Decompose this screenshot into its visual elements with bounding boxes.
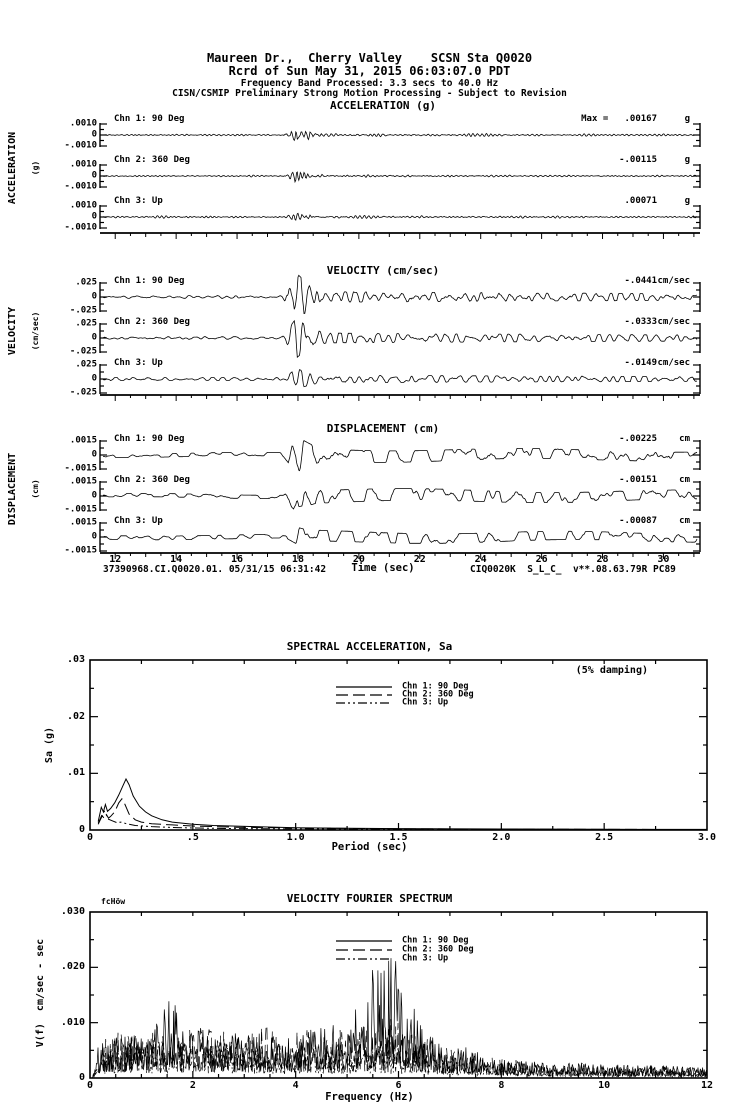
x-tick-label: 2.5 [595, 832, 614, 843]
max-unit-label: g [684, 196, 690, 206]
footer-process-tag: CIQ0020K S_L_C_ v**.08.63.79R PC89 [470, 564, 676, 575]
y-scale-label: 0 [91, 449, 97, 460]
waveform-path [103, 370, 697, 387]
x-tick-label: 30 [657, 554, 670, 565]
x-tick-label: 4 [292, 1080, 299, 1091]
x-tick-label: 10 [598, 1080, 611, 1091]
y-scale-label: -.0015 [64, 463, 97, 474]
waveform-path [103, 172, 697, 182]
waveform-path [103, 528, 697, 544]
max-value-label: -.0441 [624, 276, 657, 286]
legend-label: Chn 1: 90 Deg [402, 681, 469, 692]
y-tick-label: .02 [66, 710, 85, 722]
y-scale-label: .0010 [69, 200, 97, 211]
x-tick-label: 16 [231, 554, 244, 565]
max-unit-label: cm [679, 434, 690, 444]
waveform-path [103, 275, 697, 313]
legend-label: Chn 2: 360 Deg [402, 944, 474, 955]
sa-series-path [98, 779, 707, 829]
channel-label: Chn 3: Up [114, 516, 163, 526]
x-tick-label: 3.0 [697, 832, 717, 843]
y-scale-label: -.025 [69, 305, 97, 316]
y-scale-label: .025 [75, 277, 97, 288]
x-tick-label: 2 [189, 1080, 196, 1091]
x-tick-label: 1.5 [389, 832, 408, 843]
waveform-path [103, 132, 697, 141]
sa-chart-title: SPECTRAL ACCELERATION, Sa [286, 640, 453, 653]
sa-series-path [98, 799, 707, 830]
y-scale-label: -.025 [69, 387, 97, 398]
x-tick-label: 12 [700, 1080, 714, 1091]
channel-label: Chn 1: 90 Deg [114, 276, 185, 286]
max-value-label: Max = .00167 [581, 114, 657, 124]
y-tick-label: 0 [78, 1071, 85, 1083]
yaxis-label-velocity: VELOCITY [6, 306, 18, 356]
max-unit-label: cm [679, 475, 690, 485]
x-tick-label: 24 [474, 554, 487, 565]
sa-damping-note: (5% damping) [575, 665, 648, 676]
y-scale-label: .0015 [69, 476, 97, 487]
x-tick-label: 26 [535, 554, 548, 565]
footer-record-id: 37390968.CI.Q0020.01. 05/31/15 06:31:42 [103, 564, 327, 575]
x-tick-label: 14 [170, 554, 183, 565]
header-band-line: Frequency Band Processed: 3.3 secs to 40.0 Hz [240, 78, 499, 89]
max-unit-label: cm/sec [657, 276, 690, 286]
y-tick-label: .03 [66, 653, 85, 665]
header-station-line: Maureen Dr., Cherry Valley SCSN Sta Q0020 [206, 51, 533, 65]
x-tick-label: 12 [109, 554, 122, 565]
y-tick-label: 0 [78, 823, 85, 835]
yaxis-unit-displacement: (cm) [30, 479, 40, 499]
y-scale-label: 0 [91, 291, 97, 302]
fourier-chart-title: VELOCITY FOURIER SPECTRUM [286, 892, 453, 905]
y-scale-label: -.0015 [64, 545, 97, 556]
waveform-path [103, 489, 697, 509]
section-title-velocity: VELOCITY (cm/sec) [326, 264, 440, 277]
y-scale-label: .025 [75, 359, 97, 370]
max-value-label: .00071 [624, 196, 657, 206]
x-tick-label: 22 [413, 554, 426, 565]
channel-label: Chn 3: Up [114, 358, 163, 368]
y-scale-label: 0 [91, 129, 97, 140]
header-record-line: Rcrd of Sun May 31, 2015 06:03:07.0 PDT [228, 64, 511, 78]
max-unit-label: g [684, 114, 690, 124]
max-unit-label: cm [679, 516, 690, 526]
max-value-label: -.0333 [624, 317, 657, 327]
max-value-label: -.00087 [619, 516, 657, 526]
y-scale-label: -.025 [69, 346, 97, 357]
legend-label: Chn 1: 90 Deg [402, 935, 469, 946]
y-scale-label: -.0010 [64, 181, 97, 192]
y-scale-label: .0010 [69, 118, 97, 129]
y-scale-label: 0 [91, 170, 97, 181]
x-tick-label: 8 [498, 1080, 505, 1091]
legend-label: Chn 3: Up [402, 697, 449, 708]
fourier-corner-label: fcHöw [101, 897, 126, 906]
max-unit-label: g [684, 155, 690, 165]
y-scale-label: .0010 [69, 159, 97, 170]
yaxis-label-displacement: DISPLACEMENT [6, 452, 18, 526]
channel-label: Chn 1: 90 Deg [114, 114, 185, 124]
channel-label: Chn 2: 360 Deg [114, 317, 190, 327]
y-scale-label: 0 [91, 332, 97, 343]
x-tick-label: 28 [596, 554, 609, 565]
x-tick-label: 2.0 [492, 832, 511, 843]
max-unit-label: cm/sec [657, 358, 690, 368]
y-scale-label: 0 [91, 531, 97, 542]
sa-series-path [98, 811, 707, 829]
sa-yaxis-label: Sa (g) [43, 726, 55, 764]
time-axis-label: Time (sec) [351, 562, 415, 574]
section-title-acceleration: ACCELERATION (g) [330, 99, 436, 112]
y-scale-label: -.0015 [64, 504, 97, 515]
max-value-label: -.00115 [619, 155, 657, 165]
legend-label: Chn 2: 360 Deg [402, 689, 474, 700]
fourier-xaxis-label: Frequency (Hz) [325, 1091, 414, 1103]
y-scale-label: 0 [91, 373, 97, 384]
y-scale-label: .0015 [69, 435, 97, 446]
waveform-path [103, 441, 697, 471]
sa-xaxis-label: Period (sec) [331, 841, 408, 853]
y-tick-label: .01 [66, 767, 85, 779]
x-tick-label: 0 [86, 832, 94, 843]
y-tick-label: .010 [60, 1016, 85, 1028]
max-value-label: -.00225 [619, 434, 657, 444]
x-tick-label: 1.0 [286, 832, 305, 843]
max-value-label: -.00151 [619, 475, 657, 485]
y-scale-label: -.0010 [64, 222, 97, 233]
channel-label: Chn 2: 360 Deg [114, 475, 190, 485]
waveform-path [103, 213, 697, 220]
max-value-label: -.0149 [624, 358, 657, 368]
y-scale-label: -.0010 [64, 140, 97, 151]
x-tick-label: .5 [186, 832, 199, 843]
yaxis-unit-acceleration: (g) [30, 160, 40, 176]
y-scale-label: 0 [91, 490, 97, 501]
y-scale-label: .025 [75, 318, 97, 329]
x-tick-label: 6 [395, 1080, 402, 1091]
x-tick-label: 18 [291, 554, 304, 565]
plot-frame [90, 660, 707, 830]
yaxis-unit-velocity: (cm/sec) [30, 311, 40, 351]
y-tick-label: .030 [60, 905, 85, 917]
header-processing-line: CISN/CSMIP Preliminary Strong Motion Processing - Subject to Revision [172, 88, 567, 99]
fourier-yaxis-label: V(f) cm/sec - sec [34, 938, 46, 1048]
y-scale-label: 0 [91, 211, 97, 222]
channel-label: Chn 3: Up [114, 196, 163, 206]
channel-label: Chn 2: 360 Deg [114, 155, 190, 165]
y-scale-label: .0015 [69, 517, 97, 528]
waveform-path [103, 321, 697, 357]
channel-label: Chn 1: 90 Deg [114, 434, 185, 444]
y-tick-label: .020 [60, 961, 85, 973]
yaxis-label-acceleration: ACCELERATION [6, 131, 18, 205]
legend-label: Chn 3: Up [402, 953, 449, 964]
section-title-displacement: DISPLACEMENT (cm) [326, 422, 440, 435]
x-tick-label: 0 [86, 1080, 94, 1091]
x-tick-label: 20 [352, 554, 365, 565]
max-unit-label: cm/sec [657, 317, 690, 327]
